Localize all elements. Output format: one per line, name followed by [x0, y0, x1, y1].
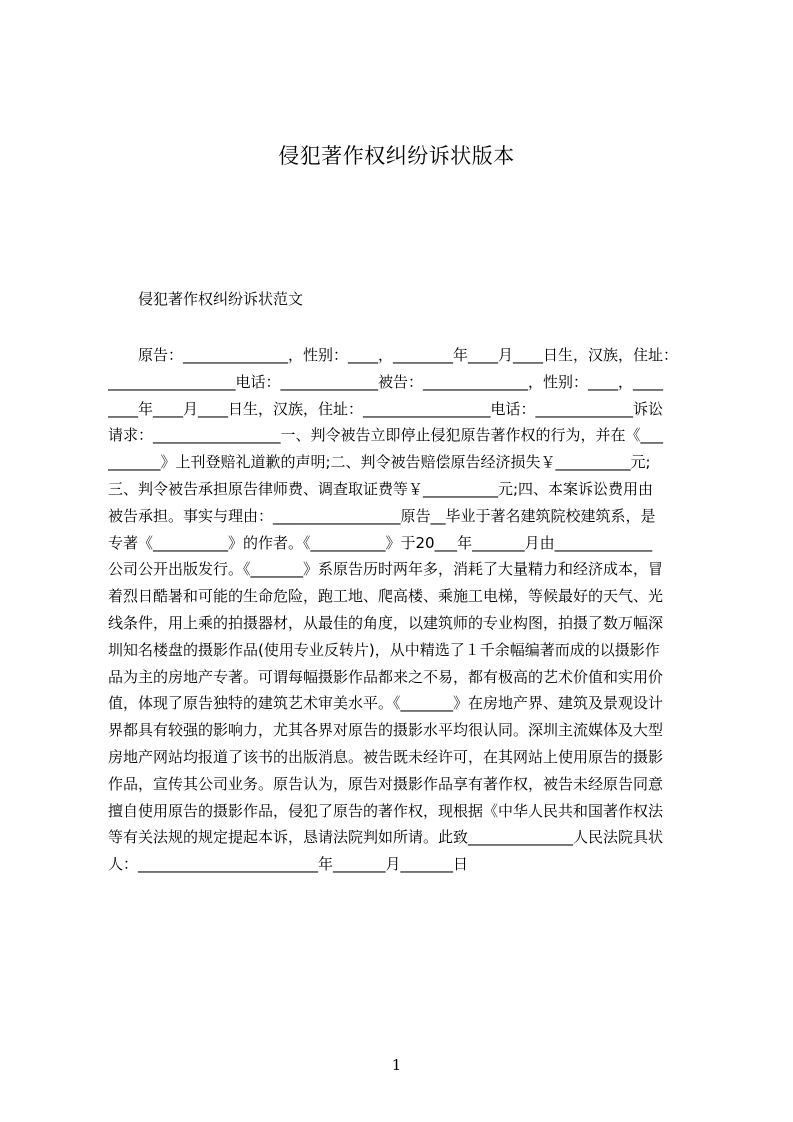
document-subtitle: 侵犯著作权纠纷诉状范文 [138, 290, 304, 308]
body-line: 房地产网站均报道了该书的出版消息。被告既未经许可，在其网站上使用原告的摄影 [108, 747, 664, 766]
body-line: 圳知名楼盘的摄影作品(使用专业反转片)，从中精选了１千余幅编著而成的以摄影作 [108, 640, 660, 659]
body-line: 三、判令被告承担原告律师费、调查取证费等￥__________元;四、本案诉讼费用由 [108, 479, 654, 498]
page-number: 1 [391, 1056, 402, 1074]
body-line: 界都具有较强的影响力，尤其各界对原告的摄影水平均很认同。深圳主流媒体及大型 [108, 721, 664, 740]
body-line: 专著《__________》的作者。《__________》于20___年_______月由_____________ [108, 533, 653, 552]
body-line: 被告承担。事实与理由：_________________原告__毕业于著名建筑院校建筑系，是 [108, 506, 656, 525]
body-line: 原告：______________，性别：____，________年____月____日生，汉族，住址： [108, 346, 679, 364]
body-line: 擅自使用原告的摄影作品，侵犯了原告的著作权，现根据《中华人民共和国著作权法 [108, 801, 664, 820]
document-title: 侵犯著作权纠纷诉状版本 [278, 144, 515, 168]
body-line: _________________电话：_____________被告：______________，性别：____，____ [108, 372, 664, 391]
body-line: 品为主的房地产专著。可谓每幅摄影作品都来之不易，都有极高的艺术价值和实用价 [108, 667, 664, 686]
body-line: 请求：_________________一、判令被告立即停止侵犯原告著作权的行为，并在《___ [108, 426, 664, 445]
document-body [108, 342, 692, 878]
body-line: 等有关法规的规定提起本诉，恳请法院判如所请。此致______________人民法院具状 [108, 828, 664, 847]
body-line: 线条件，用上乘的拍摄器材，从最佳的角度，以建筑师的专业构图，拍摄了数万幅深 [108, 613, 664, 632]
body-line: ____年____月____日生，汉族，住址：_________________电话：_____________诉讼 [108, 399, 664, 418]
body-line: 公司公开出版发行。《_______》系原告历时两年多，消耗了大量精力和经济成本，冒 [108, 560, 664, 579]
body-line: _______》上刊登赔礼道歉的声明;二、判令被告赔偿原告经济损失￥__________元; [108, 453, 651, 472]
body-line: 着烈日酷暑和可能的生命危险，跑工地、爬高楼、乘施工电梯，等候最好的天气、光 [108, 587, 664, 606]
body-line: 值，体现了原告独特的建筑艺术审美水平。《_______》在房地产界、建筑及景观设计 [108, 694, 664, 713]
body-line: 作品，宣传其公司业务。原告认为，原告对摄影作品享有著作权，被告未经原告同意 [108, 774, 664, 793]
body-line: 人：________________________年_______月_______日 [108, 855, 469, 874]
